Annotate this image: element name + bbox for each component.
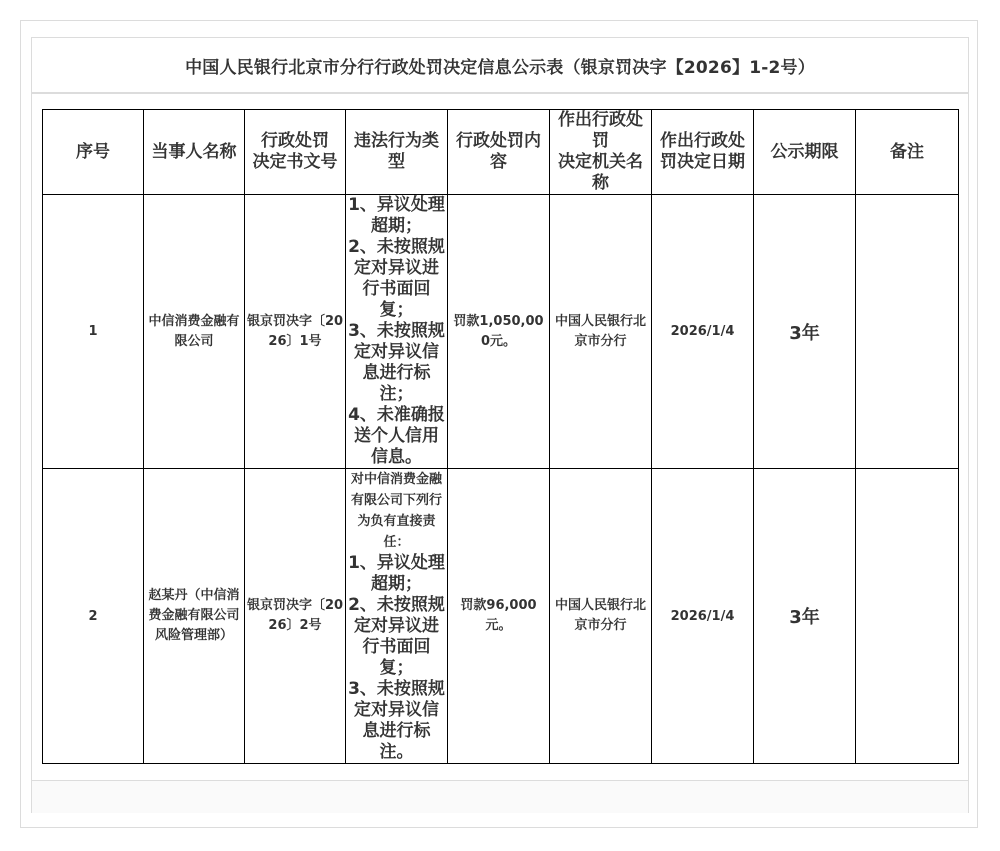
header-date: 作出行政处 罚决定日期: [652, 110, 754, 195]
penalty-table: [42, 109, 959, 764]
title-bar: [32, 38, 968, 94]
header-penalty-content: 行政处罚内 容: [448, 110, 550, 195]
page-title: 中国人民银行北京市分行行政处罚决定信息公示表（银京罚决字【2026】1-2号）: [185, 57, 815, 78]
decision-doc-no: 银京罚决字〔2026〕1号: [245, 195, 346, 469]
row-index: 2: [43, 469, 144, 764]
remarks: [856, 469, 959, 764]
party-name: 中信消费金融有限公司: [144, 195, 245, 469]
footer-bar: [32, 780, 968, 813]
table-row: [43, 469, 959, 764]
authority-name: 中国人民银行北京市分行: [550, 469, 652, 764]
violation-types: 对中信消费金融有限公司下列行为负有直接责任： 1、异议处理超期； 2、未按照规定对异议进行书面回复； 3、未按照规定对异议信息进行标注。: [346, 469, 448, 764]
authority-name: 中国人民银行北京市分行: [550, 195, 652, 469]
penalty-content: 罚款1,050,000元。: [448, 195, 550, 469]
header-authority: 作出行政处 罚 决定机关名 称: [550, 110, 652, 195]
party-name: 赵某丹（中信消费金融有限公司风险管理部）: [144, 469, 245, 764]
row-index: 1: [43, 195, 144, 469]
decision-doc-no: 银京罚决字〔2026〕2号: [245, 469, 346, 764]
table-header-row: [43, 110, 959, 195]
header-party: 当事人名称: [144, 110, 245, 195]
decision-date: 2026/1/4: [652, 469, 754, 764]
header-remarks: 备注: [856, 110, 959, 195]
publicity-period: 3年: [754, 195, 856, 469]
violation-types: 1、异议处理超期； 2、未按照规定对异议进行书面回复； 3、未按照规定对异议信息进行标注； 4、未准确报送个人信用信息。: [346, 195, 448, 469]
header-index: 序号: [43, 110, 144, 195]
remarks: [856, 195, 959, 469]
content-panel: [31, 37, 969, 813]
publicity-period: 3年: [754, 469, 856, 764]
header-violation: 违法行为类 型: [346, 110, 448, 195]
violation-intro: 对中信消费金融有限公司下列行为负有直接责任：: [350, 472, 442, 550]
decision-date: 2026/1/4: [652, 195, 754, 469]
header-period: 公示期限: [754, 110, 856, 195]
header-doc-no: 行政处罚 决定书文号: [245, 110, 346, 195]
table-row: [43, 195, 959, 469]
penalty-content: 罚款96,000元。: [448, 469, 550, 764]
